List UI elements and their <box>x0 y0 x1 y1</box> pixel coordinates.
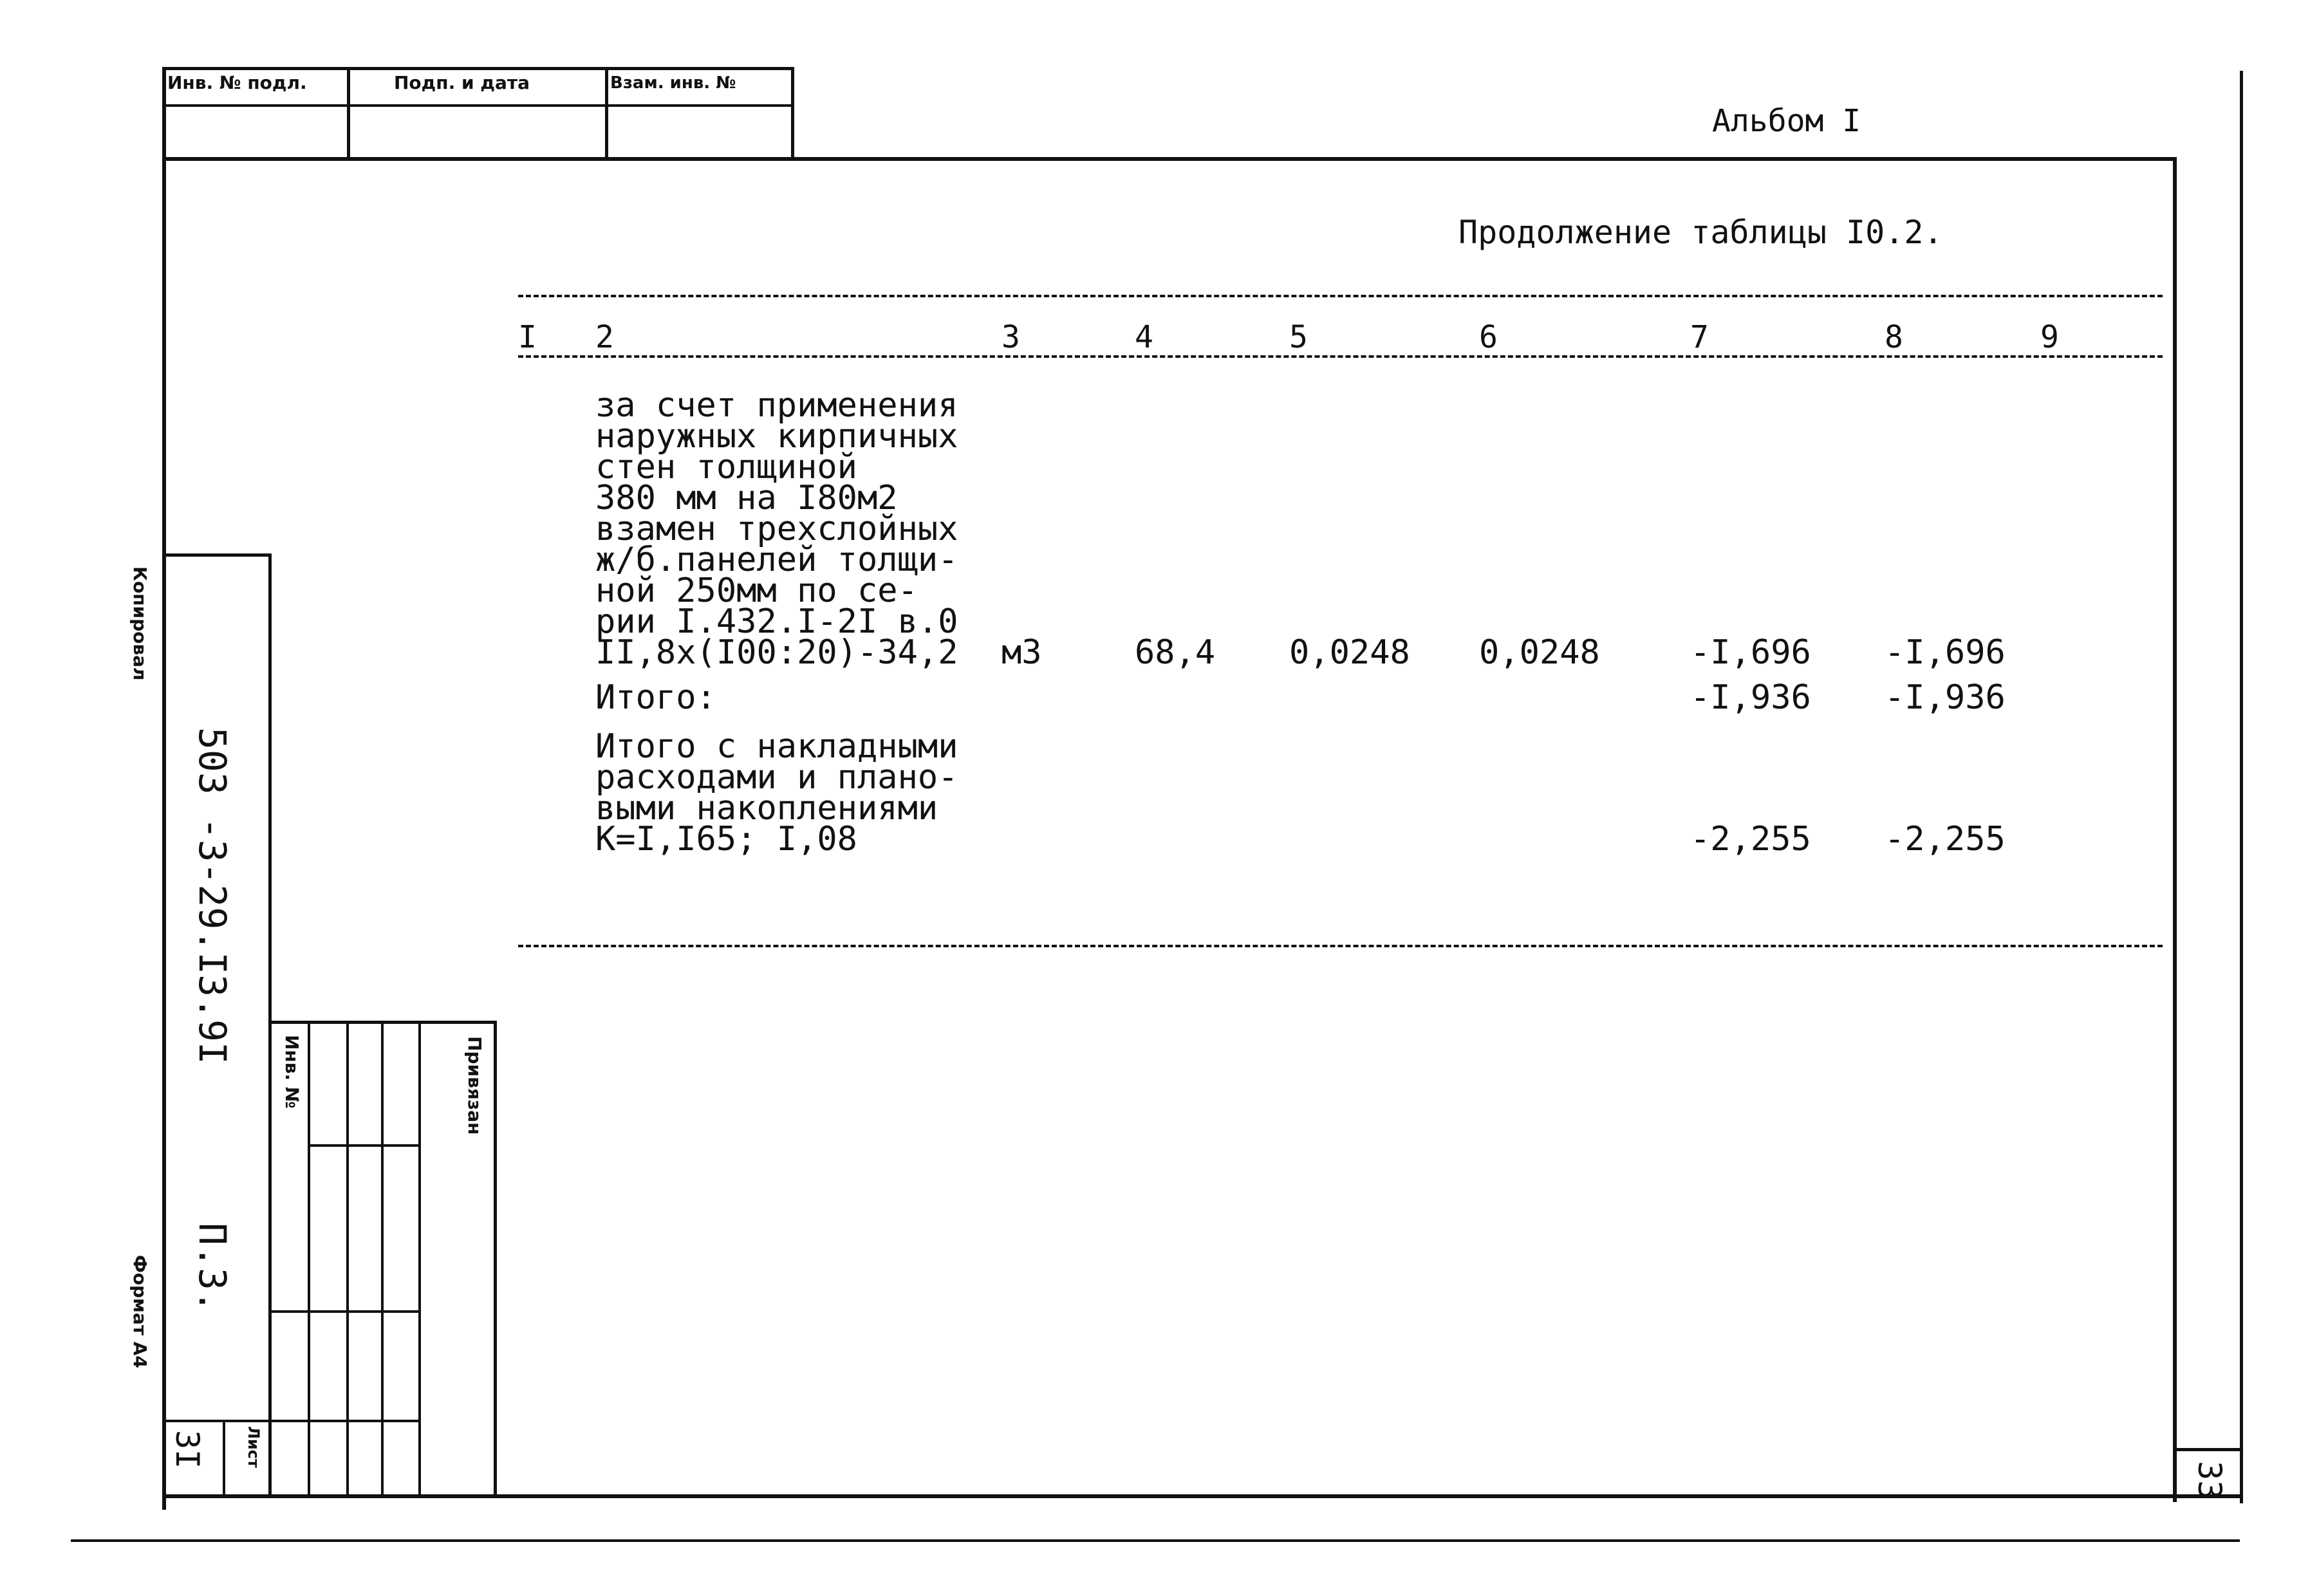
frame-bottom <box>162 1494 2242 1498</box>
overhead-line: Итого с накладными <box>595 727 958 766</box>
col-header-9: 9 <box>2040 319 2059 355</box>
sheet-number: 3I <box>169 1430 206 1469</box>
row-col6: 0,0248 <box>1479 633 1600 672</box>
total-label: Итого: <box>595 678 716 717</box>
overhead-col7: -2,255 <box>1690 820 1811 858</box>
stamp-sign-label: Подп. и дата <box>394 72 530 93</box>
col-header-5: 5 <box>1289 319 1308 355</box>
description-line: ной 250мм по се- <box>595 571 918 610</box>
document-code: 503 -3-29.I3.9I <box>191 727 234 1064</box>
col-header-7: 7 <box>1690 319 1709 355</box>
description-line: за счет применения <box>595 386 958 425</box>
total-overhead-description <box>595 727 958 858</box>
col-header-6: 6 <box>1479 319 1498 355</box>
description-line: рии I.432.I-2I в.0 <box>595 602 958 641</box>
row-col7: -I,696 <box>1690 633 1811 672</box>
description-line: наружных кирпичных <box>595 417 958 456</box>
frame-left <box>162 67 166 1510</box>
description-line: 380 мм на I80м2 <box>595 479 898 517</box>
col-header-1: I <box>518 319 537 355</box>
album-label: Альбом I <box>1712 103 1861 139</box>
inv-number-label: Инв. № <box>281 1035 303 1109</box>
row-unit: м3 <box>1001 633 1042 672</box>
overhead-line: выми накоплениями <box>595 789 938 828</box>
row-col8: -I,696 <box>1885 633 2006 672</box>
total-col8: -I,936 <box>1885 678 2006 717</box>
col-header-2: 2 <box>595 319 614 355</box>
privyazan-label: Привязан <box>464 1036 485 1135</box>
description-line: II,8x(I00:20)-34,2 <box>595 633 958 672</box>
page-number: 33 <box>2191 1461 2228 1500</box>
table-bottom-rule <box>518 945 2163 947</box>
frame-right <box>2173 157 2177 1502</box>
total-col7: -I,936 <box>1690 678 1811 717</box>
item-description <box>595 386 958 672</box>
outer-right-edge <box>2240 71 2243 1503</box>
table-title: Продолжение таблицы I0.2. <box>1458 214 1943 251</box>
header-rule <box>518 355 2163 358</box>
overhead-col8: -2,255 <box>1885 820 2006 858</box>
stamp-inv-label: Инв. № подл. <box>167 72 307 93</box>
frame-top <box>162 157 2177 161</box>
row-col5: 0,0248 <box>1289 633 1410 672</box>
section-code: П.3. <box>191 1223 234 1313</box>
description-line: взамен трехслойных <box>595 510 958 548</box>
col-header-4: 4 <box>1135 319 1153 355</box>
stamp-replace-label: Взам. инв. № <box>610 73 736 93</box>
format-label: Формат А4 <box>129 1255 151 1368</box>
overhead-line: К=I,I65; I,08 <box>595 820 857 858</box>
description-line: ж/б.панелей толщи- <box>595 541 958 579</box>
table-top-rule <box>518 295 2163 297</box>
kopiroval-label: Копировал <box>129 566 151 681</box>
top-stamp <box>162 67 794 157</box>
description-line: стен толщиной <box>595 448 857 487</box>
overhead-line: расходами и плано- <box>595 758 958 797</box>
row-quantity: 68,4 <box>1135 633 1216 672</box>
sheet-label: Лист <box>245 1426 263 1468</box>
bottom-rule <box>71 1539 2240 1542</box>
col-header-3: 3 <box>1001 319 1020 355</box>
col-header-8: 8 <box>1885 319 1903 355</box>
